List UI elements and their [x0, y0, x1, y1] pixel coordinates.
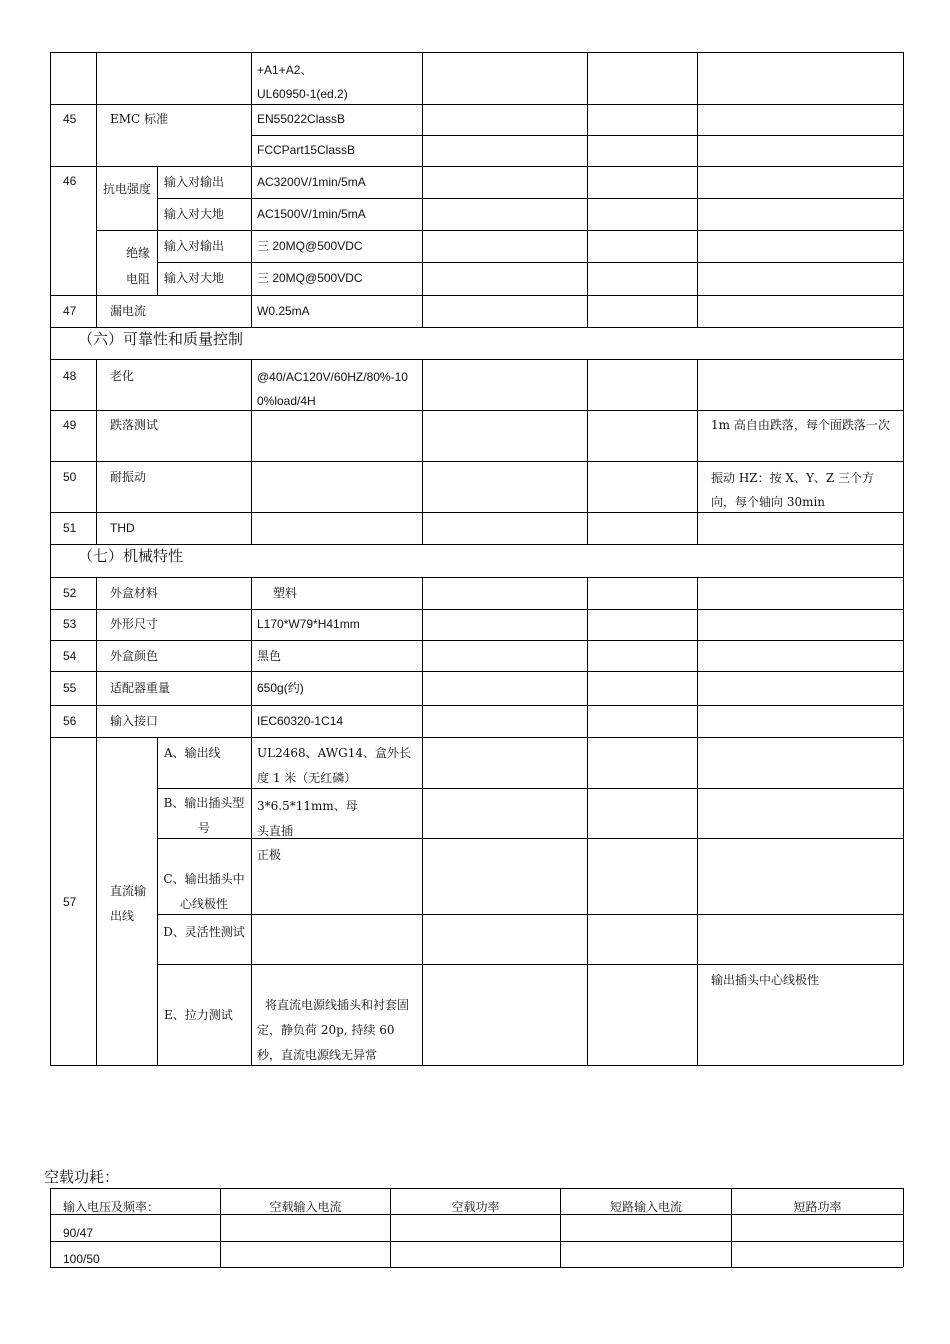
- cell-r47-name: 漏电流: [110, 304, 147, 318]
- cell-r49-name: 跌落测试: [110, 418, 159, 432]
- cell-r57-a: A、输出线: [164, 746, 221, 760]
- cell-r44-item2: UL60950-1(ed.2): [257, 87, 348, 101]
- cell-r45-no: 45: [63, 112, 77, 126]
- cell-r57-b: B、输出插头型号: [163, 796, 245, 835]
- cell-r46-group1: 抗电强度: [102, 182, 151, 196]
- noload-table: [0, 1180, 950, 1280]
- cell-r51-name: THD: [110, 521, 135, 535]
- section-7-title: （七）机械特性: [78, 547, 184, 565]
- cell-r54-name: 外盒颜色: [110, 649, 159, 663]
- noload-row-90-47: 90/47: [63, 1226, 94, 1240]
- cell-r45-val2: FCCPart15ClassB: [257, 143, 356, 157]
- noload-title: 空载功耗：: [44, 1168, 120, 1186]
- cell-r47-val: W0.25mA: [257, 304, 310, 318]
- cell-r52-no: 52: [63, 586, 77, 600]
- noload-row-100-50: 100/50: [63, 1252, 100, 1266]
- cell-r57-e-val: 将直流电源线插头和衬套固定，静负荷 20p, 持续 60 秒，直流电源线无异常: [257, 998, 410, 1062]
- cell-r45-val1: EN55022ClassB: [257, 112, 346, 126]
- cell-r46-val2: AC1500V/1min/5mA: [257, 207, 366, 221]
- cell-r50-name: 耐振动: [110, 470, 147, 484]
- cell-r57-a-val: UL2468、AWG14、盒外长度 1 米（无红磷）: [257, 746, 411, 785]
- cell-r54-val: 黑色: [257, 649, 282, 663]
- noload-header-noload-power: 空载功率: [451, 1200, 500, 1214]
- cell-r44-item: +A1+A2、: [257, 63, 313, 77]
- noload-header-short-current: 短路输入电流: [609, 1200, 682, 1214]
- cell-r54-no: 54: [63, 649, 77, 663]
- cell-r57-e: E、拉力测试: [164, 1008, 233, 1022]
- cell-r48-val: @40/AC120V/60HZ/80%-100%load/4H: [257, 370, 408, 408]
- cell-r50-note: 振动 HZ：按 X、Y、Z 三个方向，每个轴向 30min: [711, 471, 875, 509]
- cell-r45-name: EMC 标准: [110, 112, 169, 126]
- cell-r46-sub4: 输入对大地: [164, 271, 225, 285]
- cell-r49-note: 1m 高自由跌落，每个面跌落一次: [711, 418, 890, 432]
- cell-r55-no: 55: [63, 681, 77, 695]
- cell-r46-sub1: 输入对输出: [164, 175, 225, 189]
- cell-r52-val: 塑料: [273, 586, 298, 600]
- cell-r46-val1: AC3200V/1min/5mA: [257, 175, 366, 189]
- cell-r48-name: 老化: [110, 369, 135, 383]
- noload-header-noload-current: 空载输入电流: [269, 1200, 342, 1214]
- cell-r53-name: 外形尺寸: [110, 617, 159, 631]
- cell-r57-d: D、灵活性测试: [163, 925, 245, 939]
- cell-r46-no: 46: [63, 174, 77, 188]
- cell-r53-val: L170*W79*H41mm: [257, 617, 360, 631]
- cell-r57-c-val: 正极: [257, 848, 282, 862]
- cell-r56-val: IEC60320-1C14: [257, 714, 344, 728]
- cell-r46-val3: 三 20MQ@500VDC: [257, 239, 363, 253]
- cell-r50-no: 50: [63, 470, 77, 484]
- section-6-title: （六）可靠性和质量控制: [78, 330, 244, 348]
- cell-r57-name: 直流输出线: [110, 884, 147, 923]
- cell-r57-no: 57: [63, 895, 77, 909]
- cell-r52-name: 外盒材料: [110, 586, 159, 600]
- cell-r56-no: 56: [63, 714, 77, 728]
- cell-r47-no: 47: [63, 304, 77, 318]
- cell-r53-no: 53: [63, 617, 77, 631]
- cell-r57-e-note: 输出插头中心线极性: [711, 973, 820, 987]
- cell-r56-name: 输入接口: [110, 714, 159, 728]
- cell-r46-sub2: 输入对大地: [164, 207, 225, 221]
- noload-header-voltage: 输入电压及频率：: [63, 1200, 160, 1214]
- cell-r57-c: C、输出插头中心线极性: [163, 872, 245, 911]
- cell-r46-val4: 三 20MQ@500VDC: [257, 271, 363, 285]
- cell-r46-sub3: 输入对输出: [164, 239, 225, 253]
- cell-r51-no: 51: [63, 521, 77, 535]
- cell-r55-val: 650g(约): [257, 681, 304, 695]
- cell-r48-no: 48: [63, 369, 77, 383]
- cell-r46-group2: 绝缘电阻: [125, 246, 150, 286]
- cell-r57-b-val: 3*6.5*11mm、母头直插: [257, 799, 358, 838]
- noload-header-short-power: 短路功率: [793, 1200, 842, 1214]
- cell-r49-no: 49: [63, 418, 77, 432]
- cell-r55-name: 适配器重量: [110, 681, 171, 695]
